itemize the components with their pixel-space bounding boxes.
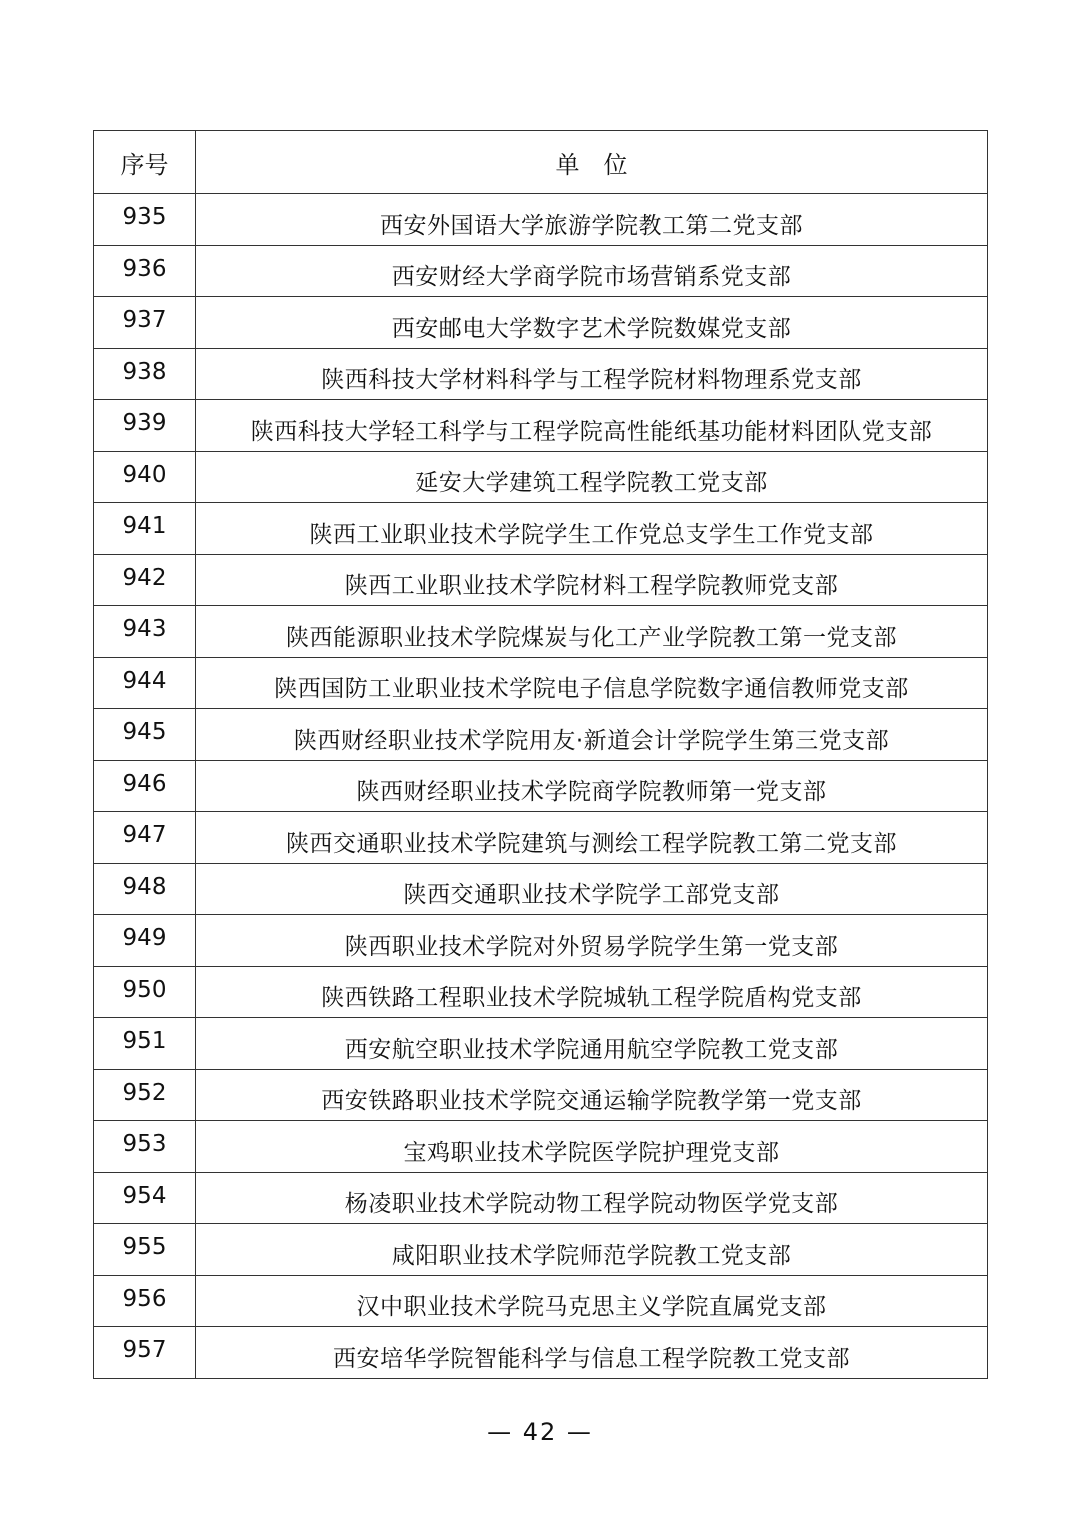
- row-seq: 957: [94, 1327, 196, 1379]
- table-body: [94, 194, 988, 1379]
- table-row: [94, 863, 988, 915]
- table-row: [94, 760, 988, 812]
- row-unit: 宝鸡职业技术学院医学院护理党支部: [196, 1121, 988, 1173]
- page-number: — 42 —: [487, 1418, 593, 1446]
- row-seq: 949: [94, 915, 196, 967]
- table-row: [94, 1172, 988, 1224]
- table-row: [94, 1327, 988, 1379]
- row-seq: 937: [94, 297, 196, 349]
- row-unit: 陕西财经职业技术学院商学院教师第一党支部: [196, 760, 988, 812]
- row-unit: 陕西科技大学材料科学与工程学院材料物理系党支部: [196, 348, 988, 400]
- row-unit: 陕西工业职业技术学院学生工作党总支学生工作党支部: [196, 503, 988, 555]
- row-seq: 946: [94, 760, 196, 812]
- table-row: [94, 348, 988, 400]
- row-unit: 西安航空职业技术学院通用航空学院教工党支部: [196, 1018, 988, 1070]
- table-row: [94, 554, 988, 606]
- row-seq: 956: [94, 1275, 196, 1327]
- row-unit: 西安邮电大学数字艺术学院数媒党支部: [196, 297, 988, 349]
- row-seq: 941: [94, 503, 196, 555]
- header-seq: 序号: [94, 131, 196, 194]
- table-row: [94, 1121, 988, 1173]
- table-row: [94, 1018, 988, 1070]
- row-seq: 950: [94, 966, 196, 1018]
- row-seq: 955: [94, 1224, 196, 1276]
- row-unit: 杨凌职业技术学院动物工程学院动物医学党支部: [196, 1172, 988, 1224]
- table-row: [94, 451, 988, 503]
- row-unit: 陕西交通职业技术学院学工部党支部: [196, 863, 988, 915]
- table-row: [94, 503, 988, 555]
- row-seq: 948: [94, 863, 196, 915]
- row-seq: 944: [94, 657, 196, 709]
- row-seq: 938: [94, 348, 196, 400]
- table-row: [94, 606, 988, 658]
- table-row: [94, 1275, 988, 1327]
- row-unit: 陕西国防工业职业技术学院电子信息学院数字通信教师党支部: [196, 657, 988, 709]
- table-row: [94, 1224, 988, 1276]
- table-header-row: [94, 131, 988, 194]
- row-unit: 陕西职业技术学院对外贸易学院学生第一党支部: [196, 915, 988, 967]
- table-row: [94, 709, 988, 761]
- table-row: [94, 966, 988, 1018]
- row-unit: 西安财经大学商学院市场营销系党支部: [196, 245, 988, 297]
- row-unit: 延安大学建筑工程学院教工党支部: [196, 451, 988, 503]
- row-seq: 953: [94, 1121, 196, 1173]
- row-unit: 西安外国语大学旅游学院教工第二党支部: [196, 194, 988, 246]
- row-unit: 陕西工业职业技术学院材料工程学院教师党支部: [196, 554, 988, 606]
- row-seq: 945: [94, 709, 196, 761]
- row-unit: 陕西财经职业技术学院用友·新道会计学院学生第三党支部: [196, 709, 988, 761]
- table-row: [94, 194, 988, 246]
- row-seq: 939: [94, 400, 196, 452]
- row-seq: 935: [94, 194, 196, 246]
- row-seq: 954: [94, 1172, 196, 1224]
- table-row: [94, 297, 988, 349]
- row-seq: 951: [94, 1018, 196, 1070]
- row-unit: 西安培华学院智能科学与信息工程学院教工党支部: [196, 1327, 988, 1379]
- row-unit: 西安铁路职业技术学院交通运输学院教学第一党支部: [196, 1069, 988, 1121]
- row-seq: 942: [94, 554, 196, 606]
- table-row: [94, 400, 988, 452]
- row-unit: 咸阳职业技术学院师范学院教工党支部: [196, 1224, 988, 1276]
- units-table: [93, 130, 988, 1379]
- header-unit: 单 位: [196, 131, 988, 194]
- row-unit: 陕西能源职业技术学院煤炭与化工产业学院教工第一党支部: [196, 606, 988, 658]
- row-unit: 陕西交通职业技术学院建筑与测绘工程学院教工第二党支部: [196, 812, 988, 864]
- row-unit: 汉中职业技术学院马克思主义学院直属党支部: [196, 1275, 988, 1327]
- table-row: [94, 657, 988, 709]
- row-seq: 943: [94, 606, 196, 658]
- table-row: [94, 1069, 988, 1121]
- row-unit: 陕西铁路工程职业技术学院城轨工程学院盾构党支部: [196, 966, 988, 1018]
- row-seq: 936: [94, 245, 196, 297]
- row-seq: 940: [94, 451, 196, 503]
- row-unit: 陕西科技大学轻工科学与工程学院高性能纸基功能材料团队党支部: [196, 400, 988, 452]
- table-row: [94, 915, 988, 967]
- table-row: [94, 812, 988, 864]
- table-row: [94, 245, 988, 297]
- row-seq: 947: [94, 812, 196, 864]
- row-seq: 952: [94, 1069, 196, 1121]
